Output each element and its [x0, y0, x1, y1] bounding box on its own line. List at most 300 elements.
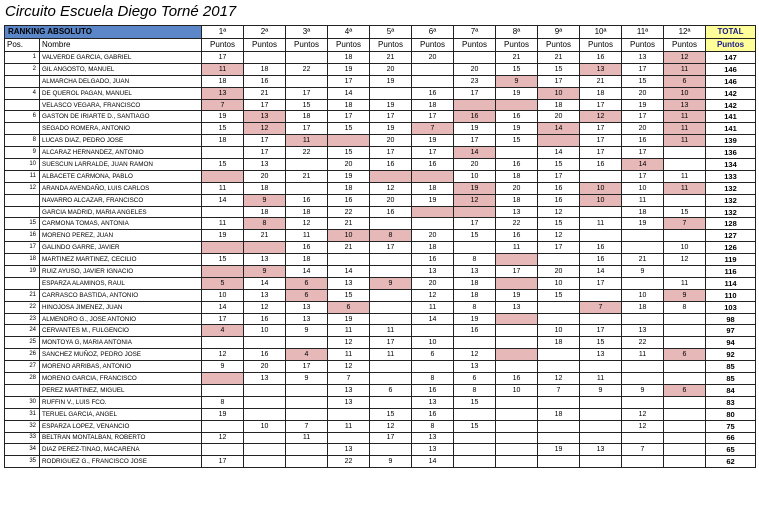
score-cell: 12 — [454, 194, 496, 206]
table-row — [5, 254, 756, 266]
position-cell: 33 — [5, 432, 40, 444]
score-cell: 18 — [286, 111, 328, 123]
pos-header: Pos. — [5, 39, 40, 52]
score-cell: 16 — [454, 111, 496, 123]
score-cell — [496, 408, 538, 420]
score-cell: 18 — [286, 206, 328, 218]
score-cell — [496, 99, 538, 111]
player-name-cell: PEREZ MARTINEZ, MIGUEL — [40, 384, 202, 396]
table-row — [5, 396, 756, 408]
score-cell: 11 — [328, 420, 370, 432]
player-name-cell: SUESCUN LARRALDE, JUAN RAMON — [40, 159, 202, 171]
table-row — [5, 170, 756, 182]
total-cell: 75 — [706, 420, 756, 432]
position-cell: 17 — [5, 242, 40, 254]
score-cell — [454, 206, 496, 218]
position-cell: 32 — [5, 420, 40, 432]
player-name-cell: ALMENDRO G., JOSE ANTONIO — [40, 313, 202, 325]
score-cell: 17 — [244, 135, 286, 147]
score-cell: 16 — [580, 159, 622, 171]
score-cell — [580, 230, 622, 242]
score-cell: 12 — [538, 373, 580, 385]
score-cell — [580, 396, 622, 408]
score-cell: 17 — [412, 111, 454, 123]
score-cell: 18 — [538, 408, 580, 420]
score-cell — [538, 361, 580, 373]
score-cell: 11 — [664, 63, 706, 75]
ranking-table — [4, 25, 756, 468]
score-cell — [580, 456, 622, 468]
position-cell: 11 — [5, 170, 40, 182]
score-cell: 17 — [244, 147, 286, 159]
score-cell: 10 — [664, 87, 706, 99]
score-cell — [538, 135, 580, 147]
round-header: 11ª — [622, 26, 664, 39]
score-cell: 17 — [454, 218, 496, 230]
score-cell: 14 — [328, 87, 370, 99]
score-cell: 12 — [202, 349, 244, 361]
score-cell: 13 — [202, 87, 244, 99]
score-cell — [202, 170, 244, 182]
round-header: 4ª — [328, 26, 370, 39]
score-cell: 17 — [622, 63, 664, 75]
total-cell: 80 — [706, 408, 756, 420]
score-cell: 20 — [538, 111, 580, 123]
position-cell: 6 — [5, 111, 40, 123]
total-cell: 110 — [706, 289, 756, 301]
score-cell: 18 — [622, 301, 664, 313]
total-cell: 84 — [706, 384, 756, 396]
score-cell: 12 — [412, 289, 454, 301]
score-cell: 7 — [328, 373, 370, 385]
score-cell: 17 — [622, 111, 664, 123]
total-cell: 132 — [706, 206, 756, 218]
score-cell: 19 — [454, 123, 496, 135]
score-cell: 22 — [286, 147, 328, 159]
score-cell: 18 — [412, 182, 454, 194]
points-header: Puntos — [664, 39, 706, 52]
score-cell — [286, 384, 328, 396]
score-cell: 13 — [244, 159, 286, 171]
player-name-cell: SEGADO ROMERA, ANTONIO — [40, 123, 202, 135]
score-cell: 17 — [538, 75, 580, 87]
table-row — [5, 432, 756, 444]
score-cell: 16 — [328, 194, 370, 206]
score-cell: 7 — [664, 218, 706, 230]
player-name-cell: DIAZ PEREZ-TINAO, MACARENA — [40, 444, 202, 456]
total-cell: 98 — [706, 313, 756, 325]
total-cell: 65 — [706, 444, 756, 456]
score-cell: 16 — [244, 313, 286, 325]
table-row — [5, 135, 756, 147]
score-cell: 19 — [328, 63, 370, 75]
score-cell: 8 — [244, 218, 286, 230]
score-cell: 15 — [286, 99, 328, 111]
score-cell — [622, 313, 664, 325]
score-cell: 15 — [328, 123, 370, 135]
score-cell — [664, 325, 706, 337]
player-name-cell: ALCARAZ HERNANDEZ, ANTONIO — [40, 147, 202, 159]
table-row — [5, 408, 756, 420]
table-row — [5, 313, 756, 325]
player-name-cell: HINOJOSA JIMENEZ, JUAN — [40, 301, 202, 313]
score-cell: 12 — [538, 206, 580, 218]
score-cell — [664, 266, 706, 278]
score-cell — [244, 52, 286, 64]
player-name-cell: ALMARCHA DELGADO, JUAN — [40, 75, 202, 87]
total-cell: 136 — [706, 147, 756, 159]
score-cell: 13 — [454, 266, 496, 278]
score-cell: 20 — [244, 170, 286, 182]
score-cell: 19 — [496, 289, 538, 301]
score-cell: 14 — [454, 147, 496, 159]
page-title: Circuito Escuela Diego Torné 2017 — [5, 3, 237, 20]
position-cell: 28 — [5, 373, 40, 385]
score-cell — [496, 325, 538, 337]
score-cell — [328, 135, 370, 147]
score-cell — [202, 420, 244, 432]
score-cell: 13 — [328, 444, 370, 456]
table-row — [5, 87, 756, 99]
table-row — [5, 75, 756, 87]
score-cell: 9 — [286, 373, 328, 385]
score-cell: 11 — [664, 135, 706, 147]
player-name-cell: BELTRAN MONTALBAN, ROBERTO — [40, 432, 202, 444]
score-cell: 14 — [538, 123, 580, 135]
score-cell: 10 — [328, 230, 370, 242]
score-cell: 5 — [202, 277, 244, 289]
score-cell: 17 — [286, 361, 328, 373]
score-cell: 10 — [538, 87, 580, 99]
total-cell: 62 — [706, 456, 756, 468]
score-cell — [370, 289, 412, 301]
total-cell: 139 — [706, 135, 756, 147]
score-cell — [538, 313, 580, 325]
score-cell: 7 — [622, 444, 664, 456]
round-header: 3ª — [286, 26, 328, 39]
table-row — [5, 111, 756, 123]
score-cell: 21 — [244, 87, 286, 99]
player-name-cell: ALBACETE CARMONA, PABLO — [40, 170, 202, 182]
points-header: Puntos — [244, 39, 286, 52]
table-row — [5, 63, 756, 75]
score-cell — [412, 170, 454, 182]
player-name-cell: GIL ANGOSTO, MANUEL — [40, 63, 202, 75]
score-cell: 11 — [580, 218, 622, 230]
score-cell — [454, 432, 496, 444]
score-cell: 10 — [580, 194, 622, 206]
score-cell: 16 — [412, 384, 454, 396]
score-cell: 16 — [412, 408, 454, 420]
score-cell: 10 — [496, 384, 538, 396]
score-cell: 21 — [244, 230, 286, 242]
score-cell: 18 — [202, 75, 244, 87]
score-cell: 9 — [370, 456, 412, 468]
score-cell — [496, 147, 538, 159]
position-cell: 8 — [5, 135, 40, 147]
score-cell: 18 — [538, 99, 580, 111]
score-cell: 6 — [664, 75, 706, 87]
score-cell: 8 — [454, 254, 496, 266]
score-cell: 15 — [538, 289, 580, 301]
score-cell: 16 — [412, 254, 454, 266]
score-cell: 12 — [664, 254, 706, 266]
score-cell: 21 — [496, 52, 538, 64]
score-cell: 19 — [622, 218, 664, 230]
score-cell — [496, 361, 538, 373]
score-cell: 13 — [328, 396, 370, 408]
score-cell: 13 — [622, 325, 664, 337]
score-cell: 20 — [538, 266, 580, 278]
total-cell: 134 — [706, 159, 756, 171]
score-cell: 15 — [328, 147, 370, 159]
score-cell: 7 — [412, 123, 454, 135]
score-cell: 8 — [412, 420, 454, 432]
score-cell: 9 — [202, 361, 244, 373]
score-cell: 16 — [538, 182, 580, 194]
table-row — [5, 52, 756, 64]
score-cell — [454, 456, 496, 468]
score-cell: 6 — [664, 349, 706, 361]
score-cell: 17 — [286, 123, 328, 135]
score-cell: 17 — [202, 456, 244, 468]
player-name-cell: LUCAS DIAZ, PEDRO JOSE — [40, 135, 202, 147]
score-cell: 21 — [622, 254, 664, 266]
score-cell: 16 — [244, 75, 286, 87]
player-name-cell: SANCHEZ MUÑOZ, PEDRO JOSE — [40, 349, 202, 361]
score-cell: 17 — [622, 147, 664, 159]
score-cell — [412, 75, 454, 87]
score-cell: 20 — [412, 230, 454, 242]
score-cell: 17 — [202, 52, 244, 64]
score-cell: 13 — [664, 99, 706, 111]
score-cell — [538, 396, 580, 408]
score-cell: 9 — [664, 289, 706, 301]
table-row — [5, 123, 756, 135]
score-cell — [580, 361, 622, 373]
score-cell: 18 — [328, 99, 370, 111]
position-cell: 15 — [5, 218, 40, 230]
score-cell — [664, 194, 706, 206]
score-cell: 17 — [580, 147, 622, 159]
score-cell: 19 — [622, 99, 664, 111]
score-cell: 17 — [580, 123, 622, 135]
score-cell — [244, 384, 286, 396]
points-header: Puntos — [202, 39, 244, 52]
score-cell — [580, 289, 622, 301]
total-cell: 146 — [706, 75, 756, 87]
score-cell — [286, 75, 328, 87]
score-cell: 19 — [328, 313, 370, 325]
score-cell: 13 — [622, 52, 664, 64]
player-name-cell: TERUEL GARCIA, ANGEL — [40, 408, 202, 420]
score-cell: 10 — [580, 182, 622, 194]
score-cell: 10 — [454, 170, 496, 182]
total-cell: 83 — [706, 396, 756, 408]
score-cell — [496, 444, 538, 456]
table-row — [5, 230, 756, 242]
player-name-cell: VALVERDE GARCIA, GABRIEL — [40, 52, 202, 64]
score-cell: 17 — [286, 87, 328, 99]
score-cell: 17 — [370, 337, 412, 349]
score-cell: 19 — [202, 408, 244, 420]
total-cell: 141 — [706, 123, 756, 135]
score-cell: 18 — [412, 99, 454, 111]
position-cell — [5, 99, 40, 111]
score-cell — [622, 396, 664, 408]
player-name-cell: MONTOYA G, MARIA ANTONIA — [40, 337, 202, 349]
score-cell — [454, 444, 496, 456]
score-cell: 15 — [538, 218, 580, 230]
player-name-cell: DE QUEROL PAGAN, MANUEL — [40, 87, 202, 99]
score-cell: 12 — [664, 52, 706, 64]
score-cell: 12 — [622, 408, 664, 420]
score-cell: 14 — [622, 159, 664, 171]
score-cell: 15 — [202, 123, 244, 135]
score-cell: 18 — [412, 242, 454, 254]
score-cell: 9 — [580, 384, 622, 396]
total-cell: 85 — [706, 373, 756, 385]
position-cell: 16 — [5, 230, 40, 242]
score-cell: 11 — [622, 194, 664, 206]
score-cell: 11 — [664, 182, 706, 194]
score-cell: 15 — [622, 75, 664, 87]
score-cell — [454, 52, 496, 64]
score-cell: 10 — [202, 289, 244, 301]
player-name-cell: ESPARZA ALAMINOS, RAUL — [40, 277, 202, 289]
position-cell: 9 — [5, 147, 40, 159]
score-cell: 10 — [622, 182, 664, 194]
score-cell: 18 — [454, 289, 496, 301]
table-row — [5, 266, 756, 278]
score-cell: 14 — [286, 266, 328, 278]
total-cell: 94 — [706, 337, 756, 349]
score-cell: 17 — [370, 242, 412, 254]
score-cell — [664, 159, 706, 171]
total-cell: 127 — [706, 230, 756, 242]
position-cell: 25 — [5, 337, 40, 349]
score-cell — [454, 242, 496, 254]
player-name-cell: ESPARZA LOPEZ, VENANCIO — [40, 420, 202, 432]
total-cell: 132 — [706, 194, 756, 206]
score-cell: 15 — [328, 289, 370, 301]
position-cell — [5, 206, 40, 218]
score-cell — [202, 147, 244, 159]
score-cell: 21 — [328, 242, 370, 254]
total-cell: 146 — [706, 63, 756, 75]
score-cell: 11 — [496, 242, 538, 254]
score-cell: 12 — [454, 349, 496, 361]
score-cell: 4 — [202, 325, 244, 337]
score-cell: 9 — [244, 194, 286, 206]
score-cell — [664, 361, 706, 373]
position-cell: 18 — [5, 254, 40, 266]
position-cell: 24 — [5, 325, 40, 337]
score-cell: 15 — [580, 337, 622, 349]
score-cell — [580, 206, 622, 218]
score-cell — [370, 396, 412, 408]
score-cell — [538, 456, 580, 468]
score-cell: 14 — [412, 456, 454, 468]
position-cell — [5, 75, 40, 87]
score-cell — [454, 337, 496, 349]
score-cell — [286, 396, 328, 408]
score-cell: 20 — [328, 159, 370, 171]
score-cell — [496, 420, 538, 432]
score-cell: 22 — [328, 206, 370, 218]
score-cell: 14 — [244, 277, 286, 289]
position-cell — [5, 277, 40, 289]
score-cell: 13 — [412, 444, 454, 456]
score-cell: 12 — [622, 420, 664, 432]
score-cell: 17 — [370, 147, 412, 159]
total-cell: 114 — [706, 277, 756, 289]
score-cell — [580, 408, 622, 420]
score-cell: 17 — [580, 135, 622, 147]
score-cell: 20 — [244, 361, 286, 373]
score-cell: 7 — [580, 301, 622, 313]
total-cell: 119 — [706, 254, 756, 266]
score-cell: 11 — [202, 218, 244, 230]
score-cell — [202, 266, 244, 278]
score-cell: 13 — [244, 111, 286, 123]
points-header: Puntos — [412, 39, 454, 52]
score-cell: 18 — [202, 135, 244, 147]
total-cell: 97 — [706, 325, 756, 337]
total-points-header: Puntos — [706, 39, 756, 52]
points-header: Puntos — [580, 39, 622, 52]
score-cell: 6 — [328, 301, 370, 313]
score-cell: 4 — [286, 349, 328, 361]
table-row — [5, 325, 756, 337]
player-name-cell: CARMONA TOMAS, ANTONIA — [40, 218, 202, 230]
score-cell: 19 — [496, 123, 538, 135]
score-cell: 16 — [454, 325, 496, 337]
score-cell: 6 — [412, 349, 454, 361]
score-cell: 20 — [454, 159, 496, 171]
total-cell: 142 — [706, 87, 756, 99]
score-cell: 11 — [664, 111, 706, 123]
position-cell — [5, 194, 40, 206]
score-cell: 10 — [538, 325, 580, 337]
score-cell — [496, 337, 538, 349]
score-cell — [538, 349, 580, 361]
table-row — [5, 420, 756, 432]
ranking-header: RANKING ABSOLUTO — [5, 26, 202, 39]
score-cell — [412, 206, 454, 218]
score-cell: 17 — [538, 242, 580, 254]
score-cell: 16 — [370, 159, 412, 171]
score-cell: 7 — [202, 99, 244, 111]
score-cell — [370, 361, 412, 373]
round-header: 10ª — [580, 26, 622, 39]
score-cell — [328, 408, 370, 420]
score-cell: 19 — [370, 75, 412, 87]
score-cell — [370, 444, 412, 456]
score-cell: 14 — [328, 266, 370, 278]
score-cell: 20 — [412, 277, 454, 289]
score-cell: 19 — [412, 194, 454, 206]
score-cell: 22 — [622, 337, 664, 349]
score-cell: 20 — [370, 63, 412, 75]
position-cell: 1 — [5, 52, 40, 64]
score-cell — [622, 230, 664, 242]
score-cell: 20 — [370, 135, 412, 147]
score-cell — [580, 313, 622, 325]
score-cell: 10 — [244, 420, 286, 432]
player-name-cell: GASTON DE IRIARTE D., SANTIAGO — [40, 111, 202, 123]
score-cell: 8 — [202, 396, 244, 408]
